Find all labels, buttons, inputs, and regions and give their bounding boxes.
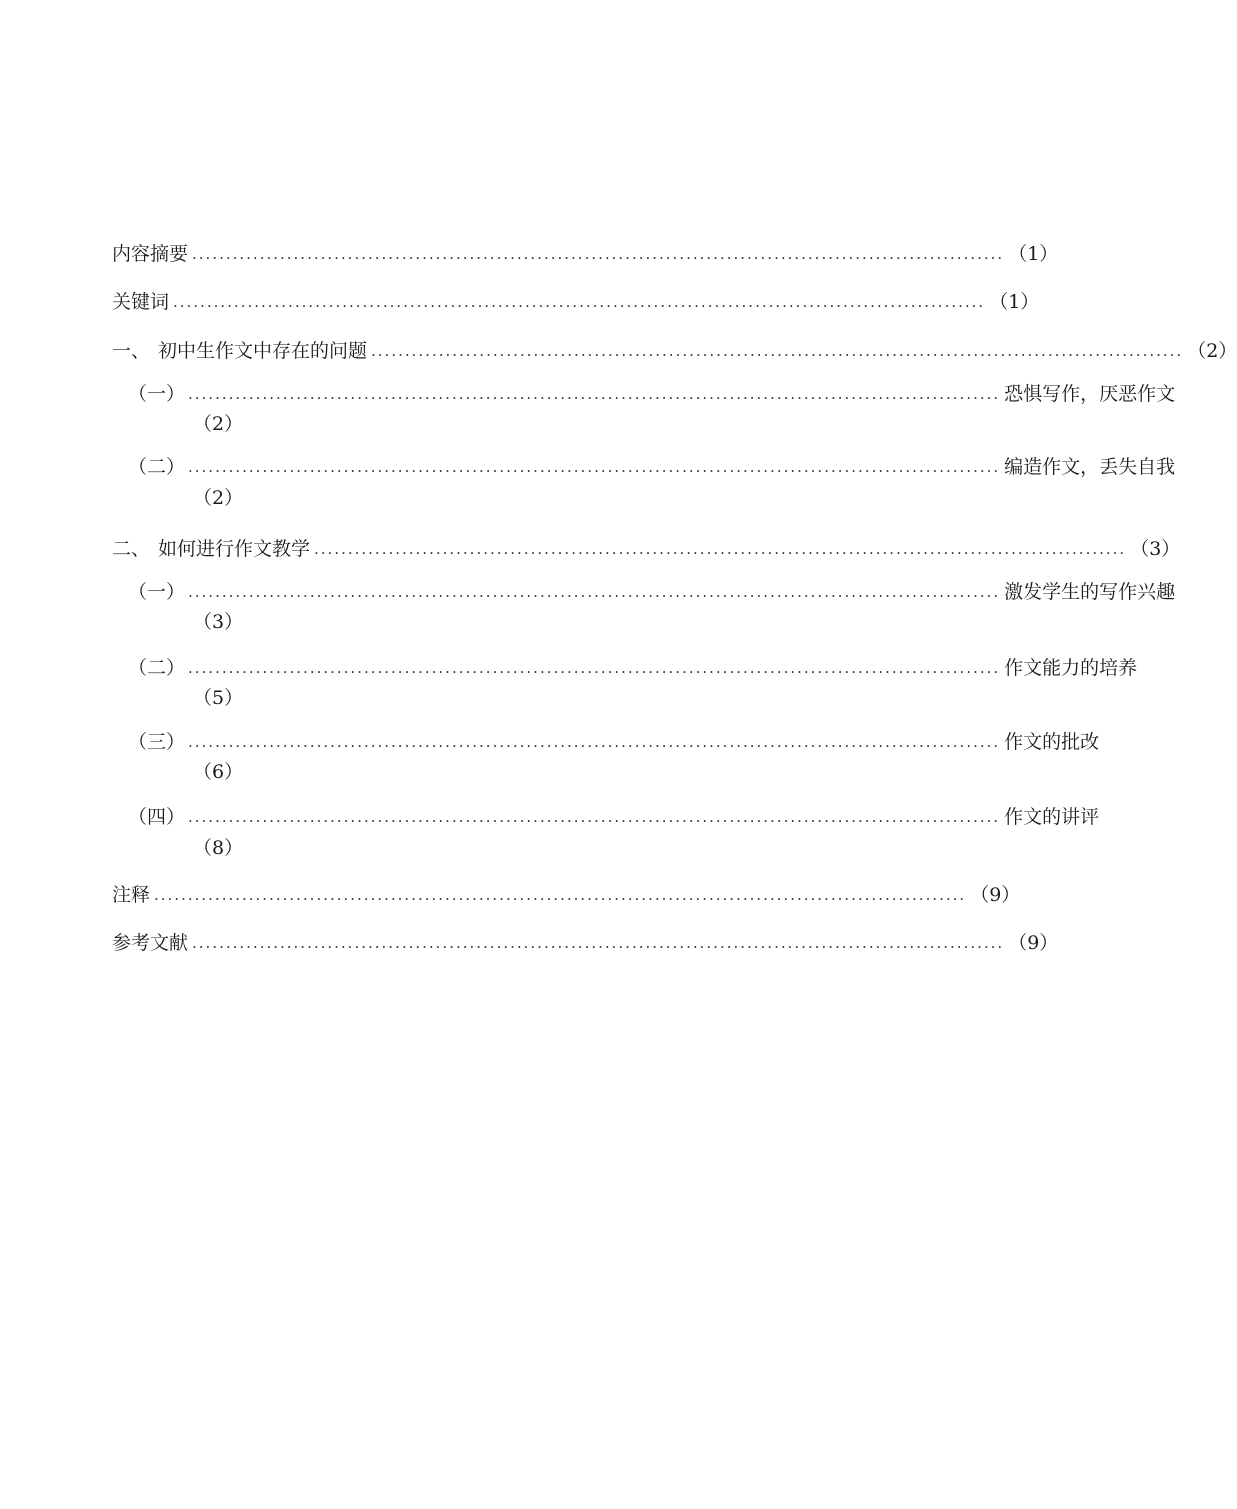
toc-page-number: （6） [193,761,244,783]
toc-page-number: （9） [1008,932,1059,954]
toc-section-number: （四） [128,806,186,828]
toc-chapter-title: 如何进行作文教学 [158,538,311,560]
toc-page-number: （1） [1008,243,1059,265]
toc-page-number: （5） [193,687,244,709]
toc-section-title: 作文能力的培养 [1004,657,1138,679]
toc-entry-label: 参考文献 [112,932,189,954]
toc-page-number: （3） [193,611,244,633]
toc-entry-section-2-4[interactable] [128,805,1100,829]
toc-leader-dots: ........................................................................................................................ [188,733,1001,751]
toc-entry-notes[interactable] [112,883,1021,907]
toc-leader-dots: ........................................................................................................................ [192,245,1005,263]
toc-section-number: （一） [128,581,186,603]
toc-entry-keywords[interactable] [112,290,1040,314]
toc-section-title: 激发学生的写作兴趣 [1004,581,1176,603]
toc-leader-dots: ........................................................................................................................ [188,385,1001,403]
toc-entry-chapter-2[interactable] [112,537,1181,561]
toc-leader-dots: ........................................................................................................................ [188,659,1001,677]
toc-entry-section-1-2[interactable] [128,455,1176,479]
toc-section-title: 编造作文，丢失自我 [1004,456,1176,478]
toc-entry-abstract[interactable] [112,242,1059,266]
toc-chapter-title: 初中生作文中存在的问题 [158,340,368,362]
toc-section-title: 作文的批改 [1004,731,1100,753]
toc-entry-section-2-2[interactable] [128,656,1138,680]
toc-leader-dots: ........................................................................................................................ [173,293,986,311]
toc-entry-chapter-1[interactable] [112,339,1237,363]
toc-section-number: （一） [128,383,186,405]
toc-page-number: （2） [193,413,244,435]
toc-section-number: （三） [128,731,186,753]
toc-section-title: 作文的讲评 [1004,806,1100,828]
toc-entry-section-2-1[interactable] [128,580,1176,604]
toc-leader-dots: ........................................................................................................................ [192,934,1005,952]
toc-page-number: （3） [1130,538,1181,560]
toc-section-number: （二） [128,456,186,478]
toc-entry-references[interactable] [112,931,1059,955]
toc-leader-dots: ........................................................................................................................ [188,458,1001,476]
toc-leader-dots: ........................................................................................................................ [188,583,1001,601]
toc-entry-label: 关键词 [112,291,170,313]
toc-leader-dots: ........................................................................................................................ [154,886,967,904]
toc-leader-dots: ........................................................................................................................ [314,540,1127,558]
toc-page-number: （1） [989,291,1040,313]
toc-section-title: 恐惧写作，厌恶作文 [1004,383,1176,405]
toc-section-number: （二） [128,657,186,679]
toc-entry-label: 内容摘要 [112,243,189,265]
toc-leader-dots: ........................................................................................................................ [371,342,1184,360]
toc-entry-section-1-1[interactable] [128,382,1176,406]
toc-chapter-number: 二、 [112,538,151,560]
toc-page-number: （8） [193,837,244,859]
toc-leader-dots: ........................................................................................................................ [188,808,1001,826]
toc-chapter-number: 一、 [112,340,151,362]
toc-page-number: （9） [970,884,1021,906]
toc-entry-label: 注释 [112,884,151,906]
toc-page-number: （2） [1187,340,1237,362]
toc-entry-section-2-3[interactable] [128,730,1100,754]
toc-page-number: （2） [193,487,244,509]
